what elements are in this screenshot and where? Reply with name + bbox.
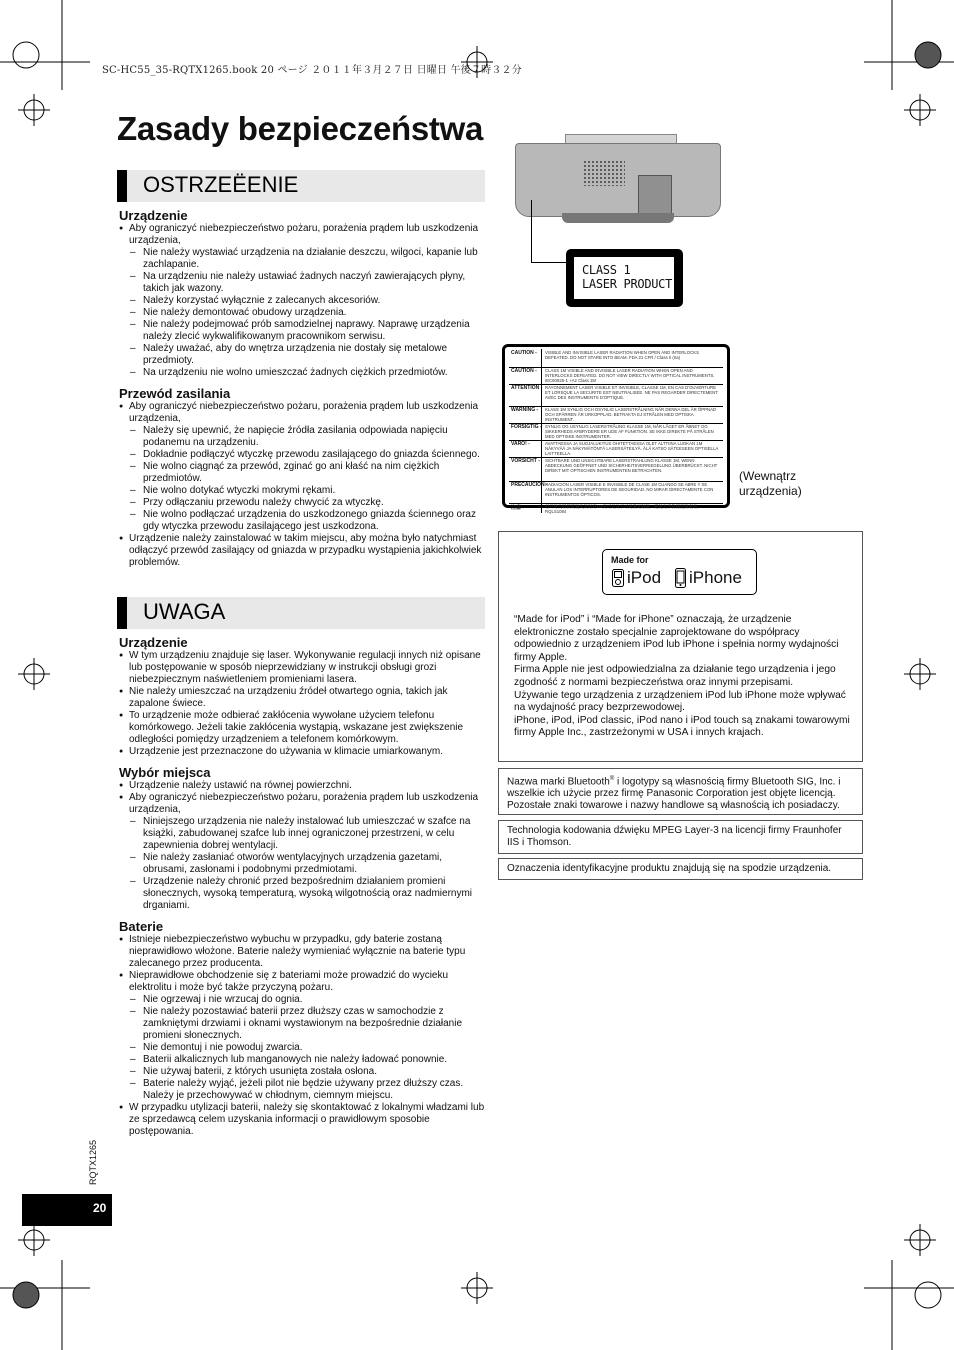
caution-section <box>117 628 485 1138</box>
dash-item: – Nie wolno podłączać urządzenia do uszkodzonego gniazda ściennego oraz gdy wtyczka przewodu zasilającego jest uszkodzona. <box>117 509 485 533</box>
bullet-item: ● Istnieje niebezpieczeństwo wybuchu w przypadku, gdy baterie zostaną nieprawidłowo włożone. Baterie należy wymieniać wyłącznie na baterie typu zalecanego przez producenta. <box>117 934 485 970</box>
warning-label-row <box>509 503 723 513</box>
dash-item: – Urządzenie należy chronić przed bezpośrednim działaniem promieni słonecznych, wysoką temperaturą, wysoką wilgotnością oraz nadmiernymi drganiami. <box>117 876 485 912</box>
bluetooth-notice-b: i logotypy są własnością firmy Bluetooth SIG, Inc. i wszelkie ich użycie przez firmę Panasonic Corporation jest objęte licencją. Pozostałe znaki towarowe i nazwy handlowe są własnością ich posiadaczy. <box>507 776 841 812</box>
bluetooth-notice <box>498 768 863 815</box>
warning-label-divider <box>541 440 542 457</box>
bullet-item: ● Urządzenie jest przeznaczone do używania w klimacie umiarkowanym. <box>117 746 485 758</box>
bullet-item: ● W tym urządzeniu znajduje się laser. Wykonywanie regulacji innych niż opisane lub postępowanie w sposób nieprzewidziany w instrukcji obsługi grozi niebezpiecznym naświetleniem promieniami lasera. <box>117 650 485 686</box>
warning-label-row-title: CAUTION - <box>511 350 537 356</box>
warning-label-row-text: VISIBLE AND INVISIBLE LASER RADIATION WHEN OPEN AND INTERLOCKS DEFEATED. DO NOT STARE INTO BEAM. FDA 21 CFR / Class II (IIa) <box>545 350 699 360</box>
dash-item: – Nie używaj baterii, z których usunięta została osłona. <box>117 1066 485 1078</box>
caution-banner <box>117 597 485 629</box>
warning-label-row-text: RAYONNEMENT LASER VISIBLE ET INVISIBLE, CLASSE 1M, EN CAS D'OUVERTURE ET LORSQUE LA SECURITE EST NEUTRALISEE. NE PAS REGARDER DIRECTEMENT AVEC DES INSTRUMENTS D'OPTIQUE. <box>545 385 718 400</box>
warning-label-row-text: KLASS 1M SYNLIG OCH OSYNLIG LASERSTRÅLNING NÄR DENNA DEL ÄR ÖPPNAD OCH SPÄRREN ÄR URKOPPLAD. BETRAKTA EJ STRÅLEN MED OPTISKA INSTRUMENT. <box>545 407 717 422</box>
dash-item: – Niniejszego urządzenia nie należy instalować lub umieszczać w szafce na książki, zabudowanej szafce lub innej ograniczonej przestrzeni, w celu zapewnienia dobrej wentylacji. <box>117 816 485 852</box>
laser-label-text <box>574 257 674 299</box>
warning-label-row-title: PRECAUCIÓN - <box>511 482 548 488</box>
caution-batteries-heading: Baterie <box>119 919 164 934</box>
page-title: Zasady bezpieczeństwa <box>117 110 484 147</box>
ipod-label: iPod <box>627 568 662 587</box>
warning-label-row-text: CLASS 1M VISIBLE AND INVISIBLE LASER RADIATION WHEN OPEN AND INTERLOCKS DEFEATED. DO NOT VIEW DIRECTLY WITH OPTICAL INSTRUMENTS. IEC60825-1 +A2 Class 1M <box>545 368 715 383</box>
warning-label-note-text: (Wewnątrz urządzenia) <box>739 469 802 498</box>
dash-item: – Nie należy demontować obudowy urządzenia. <box>117 307 485 319</box>
identification-notice: Oznaczenia identyfikacyjne produktu znajdują się na spodzie urządzenia. <box>498 858 863 880</box>
bullet-item: ● Urządzenie należy zainstalować w takim miejscu, aby można było natychmiast odłączyć przewód zasilający od gniazda w przypadku wystąpienia jakichkolwiek problemów. <box>117 533 485 569</box>
warning-label-divider <box>541 481 542 503</box>
bullet-item: ● Aby ograniczyć niebezpieczeństwo pożaru, porażenia prądem lub uszkodzenia urządzenia, <box>117 792 485 816</box>
caution-device-heading: Urządzenie <box>119 635 188 650</box>
warning-label-divider <box>541 384 542 406</box>
warning-label-divider <box>541 406 542 423</box>
file-header: SC-HC55_35-RQTX1265.book 20 ページ ２０１１年３月２７日 日曜日 午後７時３２分 <box>102 65 522 76</box>
made-for-ipod-iphone-badge <box>602 549 757 595</box>
iphone-icon <box>675 568 686 588</box>
made-for-label: Made for <box>611 555 649 565</box>
warning-label-row-text: AVATTAESSA JA SUOJALUKITUS OHITETTAESSA OLET ALTTIINA LUOKAN 1M NÄKYVÄÄ JA NÄKYMÄTÖNTÄ LASERSÄTEILYÄ. ÄLÄ KATSO SÄTEESEEN OPTISELLA LAITTEELLA. <box>545 441 718 456</box>
caution-device-list <box>117 650 485 758</box>
bullet-item: ● Urządzenie należy ustawić na równej powierzchni. <box>117 780 485 792</box>
device-dock <box>638 175 672 217</box>
iphone-label: iPhone <box>689 568 742 587</box>
warning-label-row-title: VORSICHT - <box>511 458 540 464</box>
warning-label-row-title: ATTENTION - <box>511 385 543 391</box>
dash-item: – Przy odłączaniu przewodu należy chwycić za wtyczkę. <box>117 497 485 509</box>
document-code: RQTX1265 <box>88 1140 98 1186</box>
device-base <box>562 213 674 223</box>
bluetooth-notice-a: Nazwa marki Bluetooth <box>507 776 610 788</box>
bullet-item: ● Nie należy umieszczać na urządzeniu źródeł otwartego ognia, takich jak zapalone świece. <box>117 686 485 710</box>
warning-label-row <box>509 440 723 458</box>
mpeg-notice: Technologia kodowania dźwięku MPEG Layer-3 na licencji firmy Fraunhofer IIS i Thomson. <box>498 820 863 854</box>
laser-warning-label <box>502 344 730 514</box>
dash-item: – Baterii alkalicznych lub manganowych nie należy ładować ponownie. <box>117 1054 485 1066</box>
laser-label-line1: CLASS 1 <box>582 263 631 277</box>
warning-label-row <box>509 481 723 504</box>
dash-item: – Na urządzeniu nie wolno umieszczać żadnych ciężkich przedmiotów. <box>117 367 485 379</box>
bullet-item: ● Aby ograniczyć niebezpieczeństwo pożaru, porażenia prądem lub uszkodzenia urządzenia, <box>117 223 485 247</box>
warning-label-divider <box>541 423 542 440</box>
dash-item: – Nie wolno dotykać wtyczki mokrymi rękami. <box>117 485 485 497</box>
warning-label-divider <box>541 503 542 513</box>
warning-label-row <box>509 349 723 368</box>
warning-power-cord-heading: Przewód zasilania <box>119 386 231 401</box>
dash-item: – Nie należy zasłaniać otworów wentylacyjnych urządzenia gazetami, obrusami, zasłonami i podobnymi przedmiotami. <box>117 852 485 876</box>
warning-label-row <box>509 367 723 385</box>
caution-banner-label: UWAGA <box>143 599 226 624</box>
warning-banner <box>117 170 485 202</box>
warning-label-row <box>509 406 723 424</box>
warning-label-divider <box>541 349 542 367</box>
dash-item: – Należy uważać, aby do wnętrza urządzenia nie dostały się metalowe przedmioty. <box>117 343 485 367</box>
warning-label-row-title: FORSIGTIG - <box>511 424 542 430</box>
bullet-item: ● W przypadku utylizacji baterii, należy się skontaktować z lokalnymi władzami lub ze sprzedawcą celem uzyskania informacji o prawidłowym sposobie postępowania. <box>117 1102 485 1138</box>
label-leader-line <box>531 200 568 263</box>
caution-placement-list <box>117 780 485 912</box>
apple-notice-p1: “Made for iPod” i “Made for iPhone” oznaczają, że urządzenie elektroniczne zostało specjalnie zaprojektowane do współpracy odpowiednio z urządzeniem iPod lub iPhone i spełnia normy wydajności firmy Apple. <box>514 614 839 663</box>
caution-placement-heading: Wybór miejsca <box>119 765 211 780</box>
bullet-item: ● Nieprawidłowe obchodzenie się z bateriami może prowadzić do wycieku elektrolitu i może być także przyczyną pożaru. <box>117 970 485 994</box>
registered-mark: ® <box>609 776 615 782</box>
warning-label-divider <box>541 457 542 481</box>
warning-label-row-text: SICHTBARE UND UNSICHTBARE LASERSTRAHLUNG KLASSE 1M, WENN ABDECKUNG GEÖFFNET UND SICHERHEITSVERRIEGELUNG ÜBERBRÜCKT. NICHT DIREKT MIT OPTISCHEN INSTRUMENTEN BETRACHTEN. <box>545 458 718 473</box>
dash-item: – Nie należy pozostawiać baterii przez dłuższy czas w samochodzie z zamkniętymi drzwiami i oknami wystawionym na bezpośrednie działanie promieni słonecznych. <box>117 1006 485 1042</box>
bullet-item: ● Aby ograniczyć niebezpieczeństwo pożaru, porażenia prądem lub uszkodzenia urządzenia, <box>117 401 485 425</box>
warning-label-row-title: CAUTION - <box>511 368 537 374</box>
warning-label-row <box>509 423 723 441</box>
ipod-icon <box>612 569 624 587</box>
warning-label-divider <box>541 367 542 384</box>
warning-label-row-title: WARNING - <box>511 407 539 413</box>
dash-item: – Nie wolno ciągnąć za przewód, zginać go ani kłaść na nim ciężkich przedmiotów. <box>117 461 485 485</box>
warning-section <box>117 201 485 569</box>
dash-item: – Należy korzystać wyłącznie z zalecanych akcesoriów. <box>117 295 485 307</box>
apple-notice-p3: Używanie tego urządzenia z urządzeniem iPod lub iPhone może wpływać na wydajność pracy bezprzewodowej. <box>514 689 846 714</box>
apple-notice-text <box>514 614 850 740</box>
dash-item: – Dokładnie podłączyć wtyczkę przewodu zasilającego do gniazda ściennego. <box>117 449 485 461</box>
page-number: 20 <box>93 1201 107 1215</box>
apple-notice-p2: Firma Apple nie jest odpowiedzialna za działanie tego urządzenia i jego zgodność z normami bezpieczeństwa oraz innymi przepisami. <box>514 664 836 688</box>
dash-item: – Nie należy podejmować prób samodzielnej naprawy. Naprawę urządzenia należy zlecić wykwalifikowanym pracownikom serwisu. <box>117 319 485 343</box>
warning-power-cord-list <box>117 401 485 569</box>
warning-label-row <box>509 457 723 482</box>
dash-item: – Na urządzeniu nie należy ustawiać żadnych naczyń zawierających płyny, takich jak wazony. <box>117 271 485 295</box>
warning-label-row-text: 打开时及联锁装置失效时有1M类可见及不可见激光辐射。避免光学仪器直接观看。 RQLS1084 <box>545 504 702 514</box>
dash-item: – Baterie należy wyjąć, jeżeli pilot nie będzie używany przez dłuższy czas. Należy je przechowywać w chłodnym, ciemnym miejscu. <box>117 1078 485 1102</box>
laser-label-line2: LASER PRODUCT <box>582 277 673 291</box>
dash-item: – Nie ogrzewaj i nie wrzucaj do ognia. <box>117 994 485 1006</box>
caution-batteries-list <box>117 934 485 1138</box>
warning-banner-label: OSTRZEËENIE <box>143 172 299 197</box>
device-speaker-grille <box>583 160 625 186</box>
warning-label-row-text: RADIACIÓN LASER VISIBLE E INVISIBLE DE CLASE 1M CUANDO SE ABRE Y SE ANULAN LOS INTERRUPTORES DE SEGURIDAD. NO MIRAR DIRECTAMENTE CON INSTRUMENTOS ÓPTICOS. <box>545 482 714 497</box>
warning-device-list <box>117 223 485 379</box>
warning-device-heading: Urządzenie <box>119 208 188 223</box>
warning-label-row-title: 注意 - <box>511 505 525 511</box>
bullet-item: ● To urządzenie może odbierać zakłócenia wywołane użyciem telefonu komórkowego. Jeżeli takie zakłócenia wystąpią, wskazane jest zwiększenie odległości pomiędzy urządzeniem a telefonem komórkowym. <box>117 710 485 746</box>
dash-item: – Należy się upewnić, że napięcie źródła zasilania odpowiada napięciu podanemu na urządzeniu. <box>117 425 485 449</box>
warning-label-row-text: SYNLIG OG USYNLIG LASERSTRÅLING KLASSE 1M, NÅR LÅGET ER ÅBNET OG SIKKERHEDS AFBRYDERE ER UDE AF FUNKTION. SE IKKE DIREKTE PÅ STRÅLEN MED OPTISKE INSTRUMENTER. <box>545 424 714 439</box>
dash-item: – Nie demontuj i nie powoduj zwarcia. <box>117 1042 485 1054</box>
dash-item: – Nie należy wystawiać urządzenia na działanie deszczu, wilgoci, kapanie lub zachlapanie. <box>117 247 485 271</box>
warning-label-note <box>739 469 813 499</box>
warning-label-row <box>509 384 723 407</box>
warning-label-row-title: VARO! - <box>511 441 530 447</box>
apple-notice-p4: iPhone, iPod, iPod classic, iPod nano i iPod touch są znakami towarowymi firmy Apple Inc., zastrzeżonymi w USA i innych krajach. <box>514 714 850 739</box>
